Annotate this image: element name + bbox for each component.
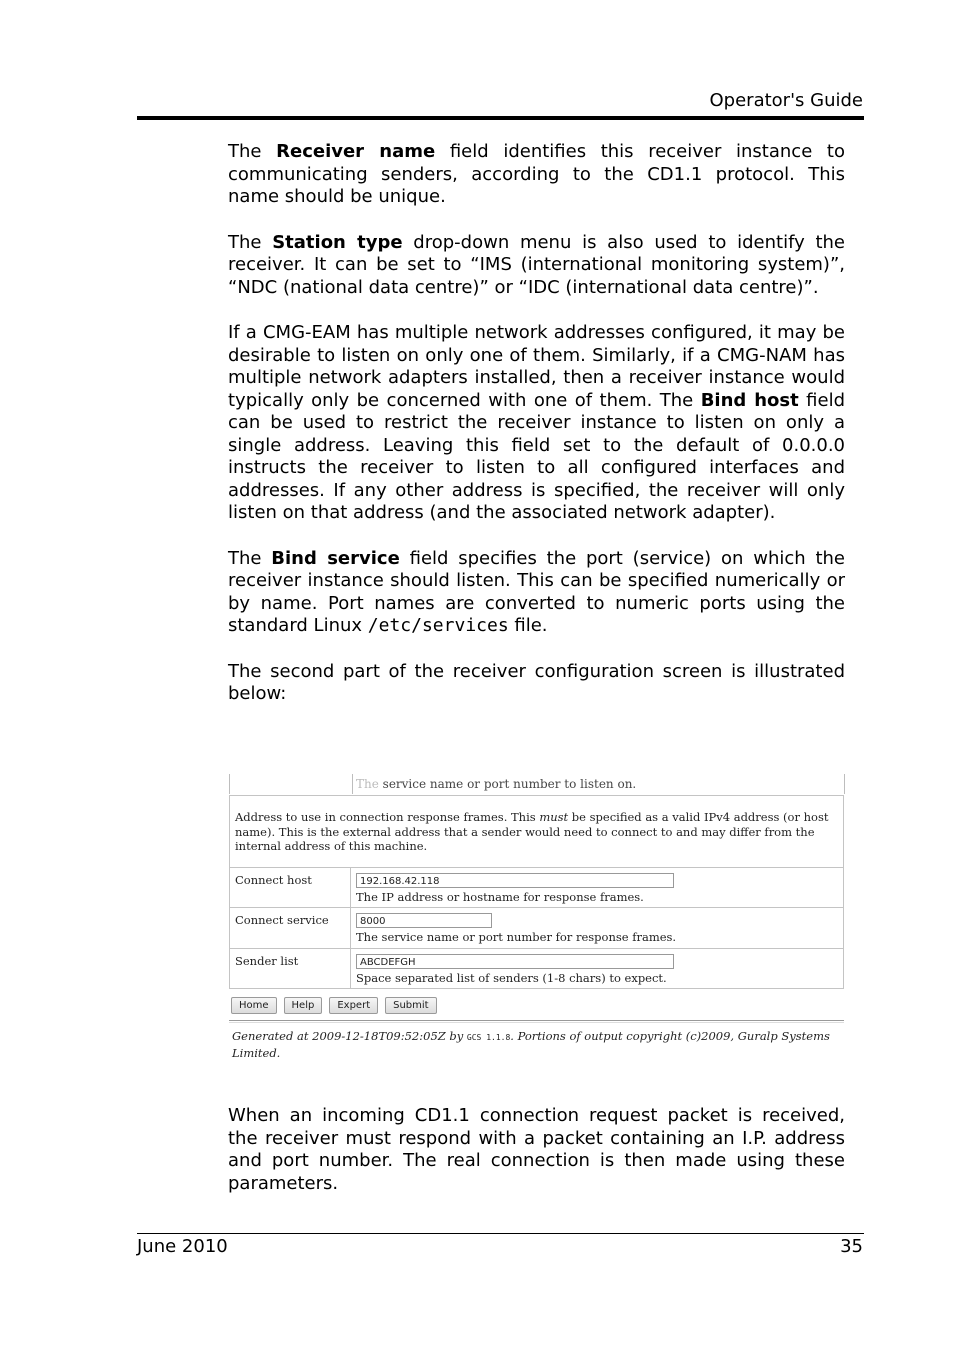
paragraph-bind-host: If a CMG-EAM has multiple network addresses configured, it may be desirable to listen on only one of them. Similarly, if a CMG-NAM has multiple network adapters installed, then a receiver instance would typically only be concerned with one of them. The Bind host field can be used to restrict the receiver instance to listen on only a single address. Leaving this field set to the default of 0.0.0.0 instructs the receiver to listen to all configured interfaces and addresses. If any other address is specified, the receiver will only listen on that address (and the associated network adapter). — [228, 322, 846, 523]
connect-host-input[interactable]: 192.168.42.118 — [356, 873, 674, 888]
connect-service-help: The service name or port number for response frames. — [356, 930, 677, 944]
config-screenshot — [229, 774, 845, 1064]
table-row — [230, 867, 844, 908]
help-button[interactable]: Help — [284, 997, 323, 1014]
form-button-row — [231, 997, 437, 1014]
table-row — [230, 948, 844, 989]
table-row — [230, 796, 844, 868]
paragraph-receiver-name: The Receiver name field identifies this receiver instance to communicating senders, according to the CD1.1 protocol. This name should be unique. — [228, 141, 845, 207]
header-rule — [137, 116, 864, 120]
bind-service-help-text: The service name or port number to listen on. — [356, 777, 637, 791]
connect-host-description: Address to use in connection response frames. This must be specified as a valid IPv4 address (or host name). This is the external address that a sender would need to connect to and may differ from the internal address of this machine. — [230, 796, 844, 868]
paragraph-bind-service: The Bind service field specifies the port (service) on which the receiver instance should listen. This can be specified numerically or by name. Port names are converted to numeric ports using the standard Linux /etc/services file. — [228, 547, 845, 636]
footer-date: June 2010 — [137, 1236, 228, 1257]
connect-service-label: Connect service — [230, 908, 351, 949]
running-header: Operator's Guide — [709, 90, 863, 111]
sender-list-help: Space separated list of senders (1-8 chars) to expect. — [356, 970, 667, 985]
page-number: 35 — [840, 1236, 863, 1257]
sender-list-label: Sender list — [230, 948, 351, 989]
body-text-after-figure — [228, 1105, 845, 1218]
submit-button[interactable]: Submit — [385, 997, 436, 1014]
generated-footer-text: Generated at 2009-12-18T09:52:05Z by GCS 1.1.8. Portions of output copyright (c)2009, Guralp Systems Limited. — [232, 1029, 830, 1060]
table-row — [230, 908, 844, 949]
paragraph-station-type: The Station type drop-down menu is also used to identify the receiver. It can be set to “IMS (international monitoring system)”, “NDC (national data centre)” or “IDC (international data centre)”. — [228, 231, 846, 298]
paragraph-figure-intro: The second part of the receiver configuration screen is illustrated below: — [228, 660, 845, 704]
connect-host-label: Connect host — [230, 867, 351, 908]
body-text — [228, 141, 845, 729]
expert-button[interactable]: Expert — [329, 997, 378, 1014]
home-button[interactable]: Home — [231, 997, 277, 1014]
figure-divider — [229, 1020, 844, 1021]
paragraph-connection-request: When an incoming CD1.1 connection request packet is received, the receiver must respond with a packet containing an I.P. address and port number. The real connection is then made using these parameters. — [228, 1105, 845, 1194]
connect-service-input[interactable]: 8000 — [356, 913, 492, 928]
footer-rule — [137, 1233, 864, 1234]
receiver-config-table — [229, 795, 844, 989]
figure-top-strip — [229, 774, 845, 794]
connect-host-help: The IP address or hostname for response frames. — [356, 889, 644, 904]
sender-list-input[interactable]: ABCDEFGH — [356, 954, 674, 969]
